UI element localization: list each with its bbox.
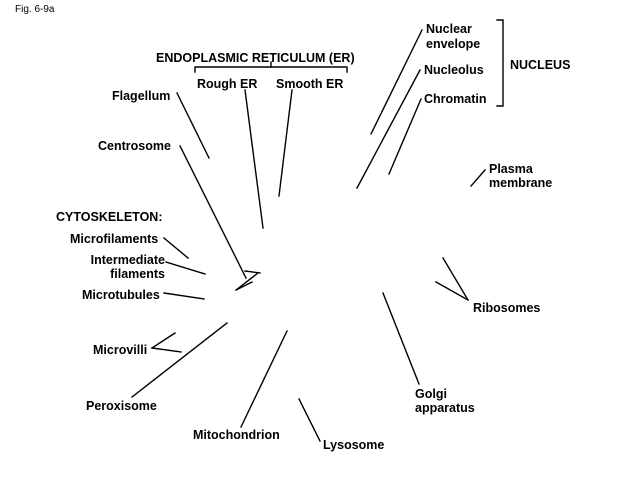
er-bracket bbox=[195, 67, 347, 72]
centrosome-label: Centrosome bbox=[98, 139, 171, 153]
chromatin-label: Chromatin bbox=[424, 92, 487, 106]
centrosome-marker bbox=[236, 271, 260, 290]
peroxisome-label: Peroxisome bbox=[86, 399, 157, 413]
rough-er-label: Rough ER bbox=[197, 77, 258, 91]
plasma-membrane-leader bbox=[471, 170, 485, 186]
plasma-membrane-label-line1: Plasma bbox=[489, 162, 533, 176]
rough-er-leader bbox=[245, 90, 263, 228]
flagellum-label: Flagellum bbox=[112, 89, 171, 103]
mitochondrion-leader bbox=[241, 331, 287, 427]
nucleus-bracket bbox=[497, 20, 503, 106]
nuclear-envelope-label-line2: envelope bbox=[426, 37, 481, 51]
mitochondrion-label: Mitochondrion bbox=[193, 428, 280, 442]
plasma-membrane-label-line2: membrane bbox=[489, 176, 553, 190]
smooth-er-leader bbox=[279, 90, 292, 196]
chromatin-leader bbox=[389, 99, 421, 174]
nucleolus-leader bbox=[357, 70, 420, 188]
microvilli-label: Microvilli bbox=[93, 343, 148, 357]
microfilaments-leader bbox=[164, 238, 188, 258]
microtubules-label: Microtubules bbox=[82, 288, 160, 302]
intermediate-filaments-label-line2: filaments bbox=[110, 267, 165, 281]
peroxisome-leader bbox=[132, 323, 227, 397]
lysosome-leader bbox=[299, 399, 320, 441]
microvilli-leader-1 bbox=[152, 333, 175, 348]
microtubules-leader bbox=[164, 293, 204, 299]
smooth-er-label: Smooth ER bbox=[276, 77, 344, 91]
nucleolus-label: Nucleolus bbox=[424, 63, 484, 77]
centrosome-leader bbox=[180, 146, 246, 278]
cytoskeleton-heading: CYTOSKELETON: bbox=[56, 210, 163, 224]
lysosome-label: Lysosome bbox=[323, 438, 385, 452]
nuclear-envelope-label-line1: Nuclear bbox=[426, 22, 472, 36]
ribosomes-label: Ribosomes bbox=[473, 301, 541, 315]
golgi-label-line1: Golgi bbox=[415, 387, 447, 401]
microfilaments-label: Microfilaments bbox=[70, 232, 159, 246]
golgi-leader bbox=[383, 293, 419, 384]
nucleus-heading: NUCLEUS bbox=[510, 58, 571, 72]
intermediate-filaments-label-line1: Intermediate bbox=[90, 253, 165, 267]
microvilli-leader-2 bbox=[152, 348, 181, 352]
golgi-label-line2: apparatus bbox=[415, 401, 475, 415]
figure-id: Fig. 6-9a bbox=[15, 4, 55, 15]
intermediate-filaments-leader bbox=[166, 262, 205, 274]
er-heading: ENDOPLASMIC RETICULUM (ER) bbox=[156, 51, 355, 65]
